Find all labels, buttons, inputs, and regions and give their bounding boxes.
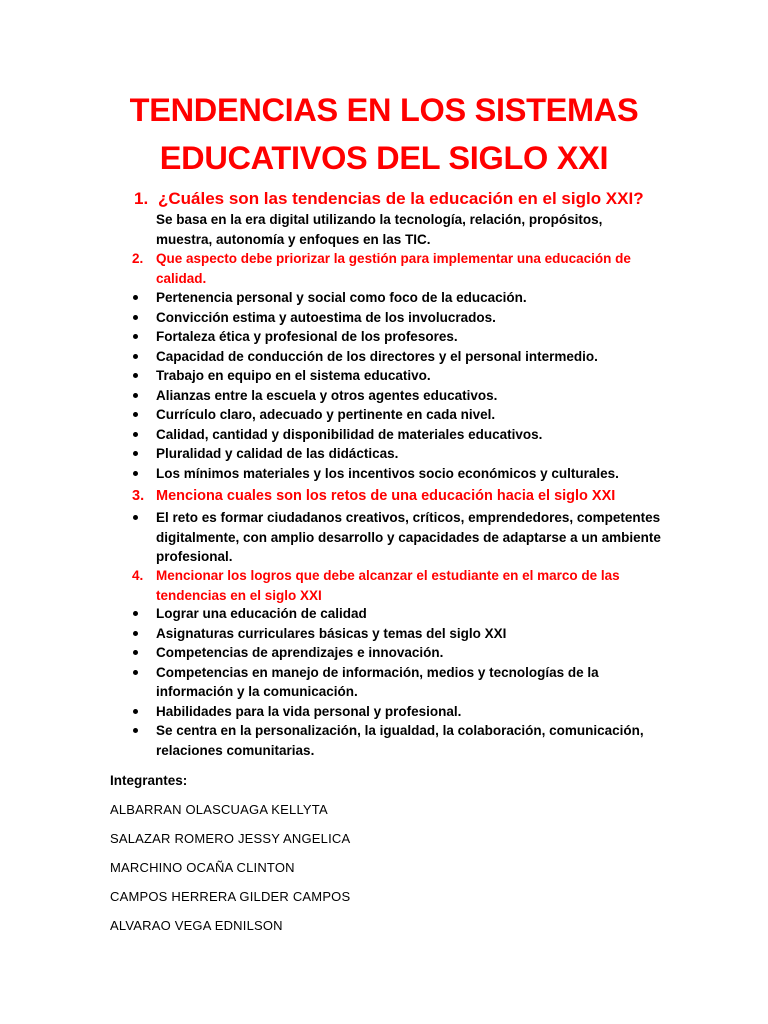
bullet-icon	[133, 451, 138, 456]
bullet-icon	[133, 315, 138, 320]
member-name: ALBARRAN OLASCUAGA KELLYTA	[110, 802, 328, 817]
list-item-text: Currículo claro, adecuado y pertinente en cada nivel.	[156, 407, 496, 422]
list-item-text: El reto es formar ciudadanos creativos, críticos, emprendedores, competentes digitalmente, con amplio desarrollo y capacidades de adaptarse a un ambiente profesional.	[156, 510, 661, 564]
list-item-text: Habilidades para la vida personal y profesional.	[156, 703, 462, 719]
title-line-1: TENDENCIAS EN LOS SISTEMAS	[129, 92, 639, 128]
list-item-text: Asignaturas curriculares básicas y temas del siglo XXI	[156, 625, 507, 641]
list-item	[0, 663, 616, 702]
list-item-text: Pluralidad y calidad de las didácticas.	[156, 446, 399, 461]
list-item-text: Se centra en la personalización, la igualdad, la colaboración, comunicación, relaciones comunitarias.	[156, 723, 644, 758]
list-item-text: Competencias de aprendizajes e innovación.	[156, 645, 444, 660]
title-line-2: EDUCATIVOS DEL SIGLO XXI	[159, 140, 609, 176]
list-item	[0, 702, 646, 722]
list-item-text: Calidad, cantidad y disponibilidad de materiales educativos.	[156, 426, 543, 442]
document-title	[60, 86, 708, 182]
list-item-text: Pertenencia personal y social como foco de la educación.	[156, 290, 527, 305]
bullet-list-4	[0, 604, 656, 760]
bullet-icon	[133, 611, 138, 616]
list-item-text: Capacidad de conducción de los directores y el personal intermedio.	[156, 348, 598, 364]
list-item-text: Competencias en manejo de información, medios y tecnologías de la información y la comunicación.	[156, 664, 599, 699]
members-heading: Integrantes:	[110, 773, 188, 788]
question-4-line-2: tendencias en el siglo XXI	[156, 587, 322, 603]
list-item	[0, 425, 646, 445]
list-item	[0, 624, 646, 644]
list-item	[0, 604, 646, 624]
list-item	[0, 288, 646, 308]
bullet-list-3	[0, 508, 661, 567]
list-item	[0, 308, 646, 328]
bullet-icon	[133, 650, 138, 655]
member-name: ALVARAO VEGA EDNILSON	[110, 918, 283, 933]
member-name: CAMPOS HERRERA GILDER CAMPOS	[110, 889, 351, 904]
list-item	[0, 721, 656, 760]
question-2-line-2: calidad.	[156, 270, 207, 286]
list-item	[0, 643, 646, 663]
question-4	[132, 566, 620, 605]
list-item-text: Los mínimos materiales y los incentivos socio económicos y culturales.	[156, 465, 619, 481]
answer-1	[156, 210, 602, 249]
question-1-number: 1.	[134, 189, 149, 208]
bullet-icon	[133, 709, 138, 714]
list-item	[0, 386, 646, 406]
bullet-icon	[133, 412, 138, 417]
list-item	[0, 327, 646, 347]
list-item	[0, 508, 661, 567]
question-2	[132, 249, 631, 288]
list-item	[0, 464, 646, 484]
question-3	[132, 487, 616, 507]
member-name: MARCHINO OCAÑA CLINTON	[110, 860, 295, 875]
list-item	[0, 366, 646, 386]
bullet-icon	[133, 515, 138, 520]
question-2-line-1: Que aspecto debe priorizar la gestión para implementar una educación de	[156, 251, 631, 266]
bullet-list-2	[0, 288, 646, 483]
bullet-icon	[133, 393, 138, 398]
bullet-icon	[133, 295, 138, 300]
question-3-number: 3.	[132, 488, 145, 504]
list-item-text: Fortaleza ética y profesional de los profesores.	[156, 329, 458, 344]
answer-1-line-1: Se basa en la era digital utilizando la tecnología, relación, propósitos,	[156, 212, 603, 227]
bullet-icon	[133, 631, 138, 636]
list-item-text: Trabajo en equipo en el sistema educativo.	[156, 368, 431, 383]
question-1-text: ¿Cuáles son las tendencias de la educación en el siglo XXI?	[158, 189, 644, 208]
question-3-text: Menciona cuales son los retos de una educación hacia el siglo XXI	[156, 488, 616, 504]
question-4-line-1: Mencionar los logros que debe alcanzar el estudiante en el marco de las	[156, 568, 620, 583]
list-item-text: Convicción estima y autoestima de los involucrados.	[156, 309, 496, 325]
question-4-number: 4.	[132, 568, 144, 583]
list-item	[0, 444, 646, 464]
bullet-icon	[133, 670, 138, 675]
bullet-icon	[133, 471, 138, 476]
list-item-text: Lograr una educación de calidad	[156, 606, 367, 621]
bullet-icon	[133, 373, 138, 378]
member-name: SALAZAR ROMERO JESSY ANGELICA	[110, 831, 351, 846]
bullet-icon	[133, 354, 138, 359]
question-2-number: 2.	[132, 251, 144, 266]
list-item	[0, 405, 646, 425]
question-1	[134, 189, 644, 209]
answer-1-line-2: muestra, autonomía y enfoques en las TIC.	[156, 231, 431, 247]
bullet-icon	[133, 432, 138, 437]
bullet-icon	[133, 334, 138, 339]
bullet-icon	[133, 728, 138, 733]
list-item	[0, 347, 646, 367]
list-item-text: Alianzas entre la escuela y otros agentes educativos.	[156, 387, 498, 403]
